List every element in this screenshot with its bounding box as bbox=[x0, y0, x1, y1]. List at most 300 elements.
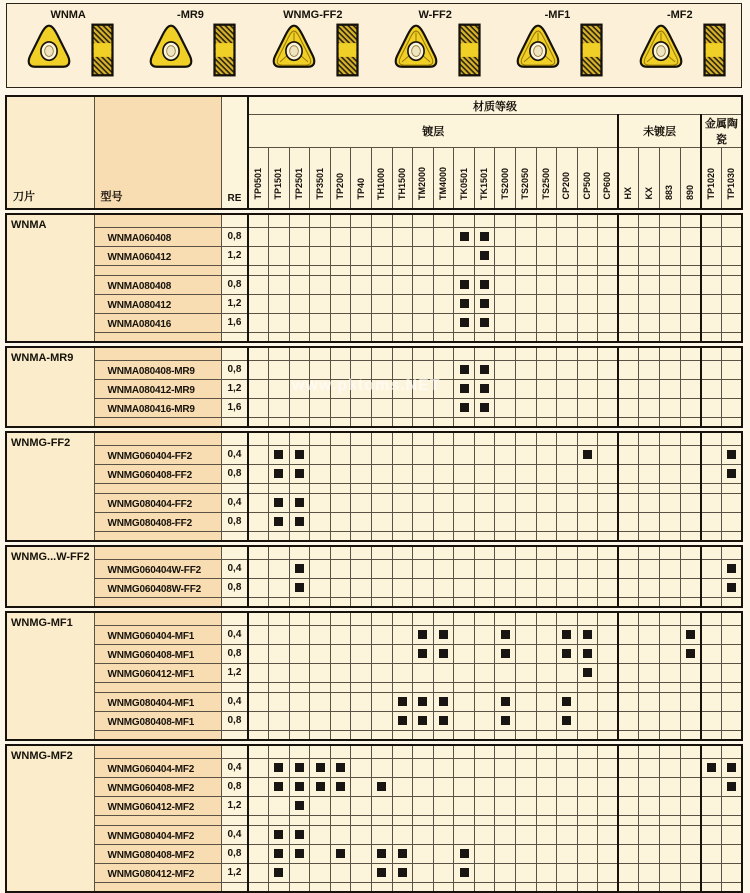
grade-cell bbox=[598, 531, 619, 541]
grade-cell bbox=[371, 398, 392, 417]
section-label: WNMA bbox=[11, 219, 47, 231]
grade-cell bbox=[660, 777, 681, 796]
grade-cell bbox=[289, 246, 310, 265]
grade-cell bbox=[721, 644, 742, 663]
insert-type-item bbox=[389, 9, 481, 77]
grade-cell bbox=[392, 777, 413, 796]
grade-cell bbox=[701, 844, 722, 863]
grade-cell bbox=[680, 815, 701, 825]
availability-mark bbox=[501, 630, 510, 639]
insert-type-item bbox=[634, 9, 726, 77]
grade-cell bbox=[289, 531, 310, 541]
availability-mark bbox=[274, 498, 283, 507]
re-cell: 0,8 bbox=[221, 644, 248, 663]
grade-cell bbox=[310, 214, 331, 227]
grade-cell bbox=[680, 313, 701, 332]
grade-cell bbox=[660, 445, 681, 464]
grade-cell bbox=[433, 796, 454, 815]
grade-cell bbox=[557, 214, 578, 227]
grade-cell bbox=[392, 265, 413, 275]
grade-cell bbox=[660, 758, 681, 777]
grade-cell bbox=[248, 692, 269, 711]
grade-cell bbox=[618, 332, 639, 342]
grade-cell bbox=[289, 265, 310, 275]
model-cell: WNMA080412-MR9 bbox=[94, 379, 221, 398]
grade-cell bbox=[701, 758, 722, 777]
grade-cell bbox=[330, 578, 351, 597]
availability-mark bbox=[460, 299, 469, 308]
grade-cell bbox=[413, 612, 434, 625]
grade-cell bbox=[680, 294, 701, 313]
grade-cell bbox=[536, 214, 557, 227]
grade-cell bbox=[289, 398, 310, 417]
grade-cell bbox=[392, 360, 413, 379]
grade-cell bbox=[433, 432, 454, 445]
insert-label: -MF1 bbox=[544, 9, 571, 21]
grade-cell bbox=[269, 445, 290, 464]
grade-cell bbox=[248, 417, 269, 427]
grade-cell bbox=[495, 612, 516, 625]
re-cell bbox=[221, 815, 248, 825]
grade-cell bbox=[474, 625, 495, 644]
grade-cell bbox=[371, 294, 392, 313]
grade-cell bbox=[639, 559, 660, 578]
grade-cell bbox=[454, 398, 475, 417]
grade-cell bbox=[536, 493, 557, 512]
grade-cell bbox=[557, 265, 578, 275]
grade-cell bbox=[248, 227, 269, 246]
grade-cell bbox=[495, 692, 516, 711]
grade-cell bbox=[454, 531, 475, 541]
grade-cell bbox=[557, 559, 578, 578]
grade-cell bbox=[330, 682, 351, 692]
grade-cell bbox=[310, 597, 331, 607]
availability-mark bbox=[460, 403, 469, 412]
section-label-cell bbox=[6, 432, 94, 541]
grade-cell bbox=[598, 882, 619, 892]
grade-cell bbox=[660, 682, 681, 692]
grade-cell bbox=[516, 379, 537, 398]
grade-cell bbox=[413, 644, 434, 663]
grade-cell bbox=[577, 796, 598, 815]
grade-cell bbox=[557, 597, 578, 607]
grade-cell bbox=[660, 294, 681, 313]
grade-cell bbox=[330, 815, 351, 825]
grade-cell bbox=[598, 546, 619, 559]
grade-cell bbox=[433, 578, 454, 597]
availability-mark bbox=[336, 763, 345, 772]
grade-cell bbox=[598, 246, 619, 265]
grade-cell bbox=[516, 796, 537, 815]
grade-cell bbox=[577, 398, 598, 417]
grade-cell bbox=[392, 644, 413, 663]
grade-cell bbox=[330, 692, 351, 711]
grade-cell bbox=[474, 578, 495, 597]
grade-cell bbox=[351, 796, 372, 815]
section-label-cell bbox=[6, 546, 94, 607]
grade-cell bbox=[557, 417, 578, 427]
grade-cell bbox=[392, 711, 413, 730]
grade-cell bbox=[351, 379, 372, 398]
grade-cell bbox=[289, 745, 310, 758]
grade-cell bbox=[371, 265, 392, 275]
grade-cell bbox=[516, 578, 537, 597]
grade-cell bbox=[371, 796, 392, 815]
re-cell: 0,8 bbox=[221, 578, 248, 597]
grade-cell bbox=[721, 432, 742, 445]
re-cell: 1,6 bbox=[221, 313, 248, 332]
model-cell bbox=[94, 483, 221, 493]
availability-mark bbox=[418, 697, 427, 706]
grade-cell bbox=[371, 682, 392, 692]
grade-cell bbox=[618, 777, 639, 796]
grade-cell bbox=[269, 265, 290, 275]
grade-cell bbox=[371, 745, 392, 758]
grade-cell bbox=[495, 246, 516, 265]
grade-cell bbox=[618, 692, 639, 711]
grade-cell bbox=[392, 796, 413, 815]
grade-cell bbox=[269, 682, 290, 692]
model-cell: WNMG080404-MF1 bbox=[94, 692, 221, 711]
grade-cell bbox=[454, 275, 475, 294]
grade-cell bbox=[516, 663, 537, 682]
grade-cell bbox=[639, 682, 660, 692]
grade-cell bbox=[557, 483, 578, 493]
grade-cell bbox=[618, 682, 639, 692]
re-cell: 1,6 bbox=[221, 398, 248, 417]
grade-cell bbox=[536, 483, 557, 493]
grade-cell bbox=[474, 464, 495, 483]
grade-cell bbox=[701, 379, 722, 398]
grade-cell bbox=[454, 445, 475, 464]
grade-cell bbox=[330, 711, 351, 730]
insert-label: WNMG-FF2 bbox=[283, 9, 343, 21]
availability-mark bbox=[274, 830, 283, 839]
grade-cell bbox=[351, 711, 372, 730]
grade-cell bbox=[474, 796, 495, 815]
grade-cell bbox=[330, 663, 351, 682]
grade-cell bbox=[618, 711, 639, 730]
re-cell bbox=[221, 347, 248, 360]
availability-mark bbox=[501, 649, 510, 658]
grade-cell bbox=[721, 332, 742, 342]
grade-cell bbox=[495, 512, 516, 531]
grade-cell bbox=[701, 445, 722, 464]
grade-cell bbox=[392, 682, 413, 692]
grade-cell bbox=[516, 730, 537, 740]
grade-cell bbox=[310, 745, 331, 758]
grade-cell bbox=[660, 512, 681, 531]
grade-cell bbox=[680, 559, 701, 578]
grade-cell bbox=[433, 246, 454, 265]
grade-cell bbox=[330, 227, 351, 246]
grade-cell bbox=[310, 275, 331, 294]
grade-cell bbox=[392, 275, 413, 294]
availability-mark bbox=[398, 697, 407, 706]
grade-cell bbox=[330, 559, 351, 578]
grade-cell bbox=[454, 483, 475, 493]
re-cell: 0,8 bbox=[221, 512, 248, 531]
grade-cell bbox=[536, 512, 557, 531]
grade-cell bbox=[536, 559, 557, 578]
grade-cell bbox=[557, 531, 578, 541]
grade-cell bbox=[433, 493, 454, 512]
re-cell bbox=[221, 612, 248, 625]
grade-cell bbox=[660, 815, 681, 825]
re-column-header: RE bbox=[221, 96, 248, 209]
grade-cell bbox=[660, 559, 681, 578]
grade-cell bbox=[721, 531, 742, 541]
availability-mark bbox=[686, 649, 695, 658]
grade-cell bbox=[310, 546, 331, 559]
grade-cell bbox=[557, 711, 578, 730]
grade-cell bbox=[269, 531, 290, 541]
grade-cell bbox=[598, 711, 619, 730]
grade-cell bbox=[680, 682, 701, 692]
grade-cell bbox=[536, 294, 557, 313]
grade-cell bbox=[310, 777, 331, 796]
grade-cell bbox=[495, 294, 516, 313]
grade-cell bbox=[474, 546, 495, 559]
grade-cell bbox=[577, 294, 598, 313]
grade-cell bbox=[248, 512, 269, 531]
grade-cell bbox=[474, 758, 495, 777]
grade-cell bbox=[310, 711, 331, 730]
grade-cell bbox=[660, 692, 681, 711]
grade-column-header: TP0501 bbox=[248, 148, 269, 210]
grade-cell bbox=[310, 663, 331, 682]
grade-cell bbox=[433, 825, 454, 844]
grade-cell bbox=[536, 360, 557, 379]
availability-mark bbox=[418, 649, 427, 658]
grade-cell bbox=[536, 379, 557, 398]
grade-cell bbox=[269, 863, 290, 882]
insert-label: -MF2 bbox=[666, 9, 693, 21]
grade-cell bbox=[618, 445, 639, 464]
section-label: WNMG-FF2 bbox=[11, 437, 71, 449]
re-cell: 1,2 bbox=[221, 863, 248, 882]
grade-cell bbox=[680, 777, 701, 796]
availability-mark bbox=[439, 716, 448, 725]
grade-cell bbox=[433, 559, 454, 578]
grade-cell bbox=[516, 512, 537, 531]
grade-cell bbox=[310, 644, 331, 663]
model-cell bbox=[94, 745, 221, 758]
availability-mark bbox=[460, 849, 469, 858]
grade-cell bbox=[351, 682, 372, 692]
grade-cell bbox=[680, 483, 701, 493]
grade-cell bbox=[371, 663, 392, 682]
model-cell bbox=[94, 546, 221, 559]
grade-cell bbox=[639, 294, 660, 313]
grade-cell bbox=[310, 612, 331, 625]
grade-cell bbox=[371, 597, 392, 607]
grade-cell bbox=[248, 546, 269, 559]
grade-cell bbox=[454, 825, 475, 844]
grade-cell bbox=[330, 483, 351, 493]
grade-cell bbox=[248, 294, 269, 313]
grade-cell bbox=[371, 417, 392, 427]
grade-cell bbox=[248, 863, 269, 882]
grade-cell bbox=[495, 644, 516, 663]
grade-cell bbox=[289, 644, 310, 663]
table-section bbox=[5, 744, 743, 893]
grade-cell bbox=[577, 246, 598, 265]
grade-cell bbox=[330, 597, 351, 607]
model-cell: WNMG060408W-FF2 bbox=[94, 578, 221, 597]
grade-cell bbox=[413, 825, 434, 844]
grade-cell bbox=[289, 777, 310, 796]
model-cell: WNMA080416 bbox=[94, 313, 221, 332]
grade-cell bbox=[433, 758, 454, 777]
grade-cell bbox=[310, 531, 331, 541]
grade-cell bbox=[474, 825, 495, 844]
grade-cell bbox=[701, 863, 722, 882]
grade-cell bbox=[474, 597, 495, 607]
grade-column-header: TP1501 bbox=[269, 148, 290, 210]
grade-cell bbox=[618, 597, 639, 607]
grade-cell bbox=[516, 398, 537, 417]
grade-cell bbox=[660, 863, 681, 882]
grade-cell bbox=[310, 347, 331, 360]
grade-cell bbox=[269, 398, 290, 417]
grade-cell bbox=[536, 758, 557, 777]
grade-cell bbox=[330, 863, 351, 882]
availability-mark bbox=[295, 583, 304, 592]
availability-mark bbox=[460, 868, 469, 877]
grade-cell bbox=[660, 796, 681, 815]
grade-cell bbox=[557, 796, 578, 815]
grade-cell bbox=[701, 483, 722, 493]
grade-cell bbox=[433, 265, 454, 275]
grade-cell bbox=[516, 493, 537, 512]
grade-cell bbox=[413, 546, 434, 559]
grade-cell bbox=[577, 863, 598, 882]
grade-cell bbox=[639, 692, 660, 711]
grade-column-header: 890 bbox=[680, 148, 701, 210]
grade-cell bbox=[330, 265, 351, 275]
grade-cell bbox=[536, 863, 557, 882]
grade-cell bbox=[289, 730, 310, 740]
grade-cell bbox=[680, 275, 701, 294]
grade-cell bbox=[721, 483, 742, 493]
grade-cell bbox=[495, 777, 516, 796]
grade-cell bbox=[351, 464, 372, 483]
grade-cell bbox=[310, 692, 331, 711]
grade-cell bbox=[392, 332, 413, 342]
availability-mark bbox=[316, 763, 325, 772]
grade-cell bbox=[433, 512, 454, 531]
grade-cell bbox=[598, 493, 619, 512]
grade-cell bbox=[413, 597, 434, 607]
grade-column-header: KX bbox=[639, 148, 660, 210]
grade-cell bbox=[639, 464, 660, 483]
grade-cell bbox=[701, 815, 722, 825]
grade-cell bbox=[680, 663, 701, 682]
grade-cell bbox=[598, 275, 619, 294]
grade-cell bbox=[495, 758, 516, 777]
grade-column-header: TM2000 bbox=[413, 148, 434, 210]
grade-cell bbox=[660, 493, 681, 512]
grade-cell bbox=[516, 332, 537, 342]
grade-cell bbox=[413, 432, 434, 445]
grade-cell bbox=[454, 332, 475, 342]
grade-cell bbox=[433, 844, 454, 863]
grade-cell bbox=[660, 360, 681, 379]
grade-cell bbox=[660, 214, 681, 227]
grade-cell bbox=[351, 360, 372, 379]
re-cell: 1,2 bbox=[221, 294, 248, 313]
grade-cell bbox=[330, 546, 351, 559]
re-cell bbox=[221, 597, 248, 607]
grade-cell bbox=[618, 882, 639, 892]
grade-cell bbox=[248, 531, 269, 541]
grade-cell bbox=[289, 347, 310, 360]
insert-face-image bbox=[267, 23, 321, 77]
grade-cell bbox=[351, 863, 372, 882]
grade-cell bbox=[310, 682, 331, 692]
grade-cell bbox=[618, 531, 639, 541]
availability-mark bbox=[727, 583, 736, 592]
grade-cell bbox=[660, 663, 681, 682]
grade-cell bbox=[557, 578, 578, 597]
model-cell: WNMG060404-MF2 bbox=[94, 758, 221, 777]
grade-cell bbox=[598, 612, 619, 625]
grade-cell bbox=[536, 398, 557, 417]
grade-cell bbox=[639, 882, 660, 892]
grade-cell bbox=[495, 882, 516, 892]
grade-cell bbox=[495, 445, 516, 464]
grade-cell bbox=[598, 863, 619, 882]
grade-cell bbox=[598, 682, 619, 692]
grade-cell bbox=[660, 730, 681, 740]
model-cell: WNMG060408-MF1 bbox=[94, 644, 221, 663]
grade-cell bbox=[639, 246, 660, 265]
grade-cell bbox=[474, 294, 495, 313]
grade-cell bbox=[557, 227, 578, 246]
grade-cell bbox=[701, 559, 722, 578]
grade-cell bbox=[351, 531, 372, 541]
grade-cell bbox=[516, 246, 537, 265]
grade-cell bbox=[618, 844, 639, 863]
grade-cell bbox=[330, 796, 351, 815]
availability-mark bbox=[295, 517, 304, 526]
grade-cell bbox=[474, 483, 495, 493]
grade-cell bbox=[269, 711, 290, 730]
re-cell bbox=[221, 882, 248, 892]
grade-cell bbox=[536, 730, 557, 740]
grade-cell bbox=[536, 682, 557, 692]
grade-cell bbox=[454, 512, 475, 531]
model-cell: WNMA060412 bbox=[94, 246, 221, 265]
grade-cell bbox=[392, 246, 413, 265]
grade-cell bbox=[392, 379, 413, 398]
grade-cell bbox=[721, 294, 742, 313]
grade-cell bbox=[474, 275, 495, 294]
availability-mark bbox=[727, 564, 736, 573]
grade-cell bbox=[474, 863, 495, 882]
grade-cell bbox=[495, 483, 516, 493]
grade-cell bbox=[269, 275, 290, 294]
re-cell: 0,8 bbox=[221, 844, 248, 863]
grade-cell bbox=[618, 758, 639, 777]
grade-cell bbox=[618, 313, 639, 332]
availability-mark bbox=[295, 830, 304, 839]
grade-cell bbox=[598, 745, 619, 758]
grade-cell bbox=[351, 546, 372, 559]
grade-cell bbox=[474, 227, 495, 246]
grade-cell bbox=[474, 379, 495, 398]
